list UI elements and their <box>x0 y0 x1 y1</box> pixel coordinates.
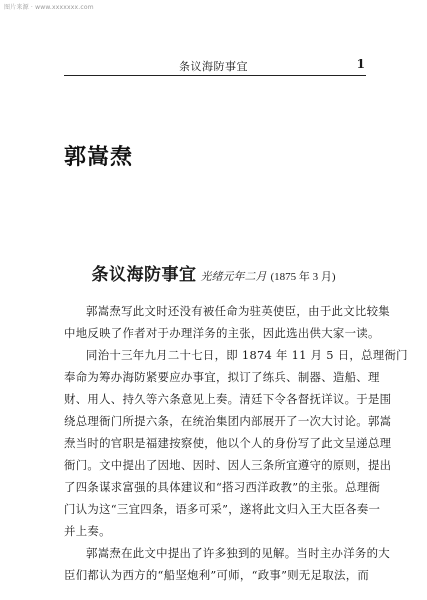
body-line: 衙门。文中提出了因地、因时、因人三条所宜遵守的原则，提出 <box>64 458 392 472</box>
article-date: 光绪元年二月 <box>200 270 267 283</box>
body-line: 了四条谋求富强的具体建议和“搭习西洋政教”的主张。总理衙 <box>64 480 381 494</box>
body-line: 焘当时的官职是福建按察使，他以个人的身份写了此文呈递总理 <box>64 436 392 450</box>
body-line: 中地反映了作者对于办理洋务的主张，因此选出供大家一读。 <box>64 326 380 340</box>
body-line: 奉命为筹办海防紧要应办事宜，拟订了练兵、制器、造船、理 <box>64 370 380 384</box>
article-title-block <box>0 260 427 285</box>
page-number: 1 <box>356 57 365 71</box>
watermark: 图片来源 · www.xxxxxxx.com <box>4 4 94 11</box>
body-line: 郭嵩焘写此文时还没有被任命为驻英使臣，由于此文比较集 <box>86 304 390 318</box>
body-line: 财、用人、持久等六条意见上奏。清廷下令各督抚详议。于是围 <box>64 392 392 406</box>
body-line: 臣们都认为西方的“船坚炮利”可师，“政事”则无足取法，而 <box>64 568 370 582</box>
body-line: 并上奏。 <box>64 524 111 538</box>
article-title: 条议海防事宜 <box>91 265 197 285</box>
body-line: 门认为这“三宜四条，语多可采”，遂将此文归入王大臣各奏一 <box>64 502 381 516</box>
article-date-ce: (1875 年 3 月) <box>270 271 336 283</box>
author-heading: 郭嵩焘 <box>64 144 134 170</box>
running-head <box>0 58 427 74</box>
header-rule <box>64 75 366 76</box>
body-text <box>64 300 408 586</box>
body-line: 绕总理衙门所提六条，在统治集团内部展开了一次大讨论。郭嵩 <box>64 414 392 428</box>
running-head-title: 条议海防事宜 <box>179 60 248 73</box>
body-line: 同治十三年九月二十七日，即 1874 年 11 月 5 日，总理衙门 <box>86 348 408 362</box>
body-line: 郭嵩焘在此文中提出了许多独到的见解。当时主办洋务的大 <box>86 546 390 560</box>
